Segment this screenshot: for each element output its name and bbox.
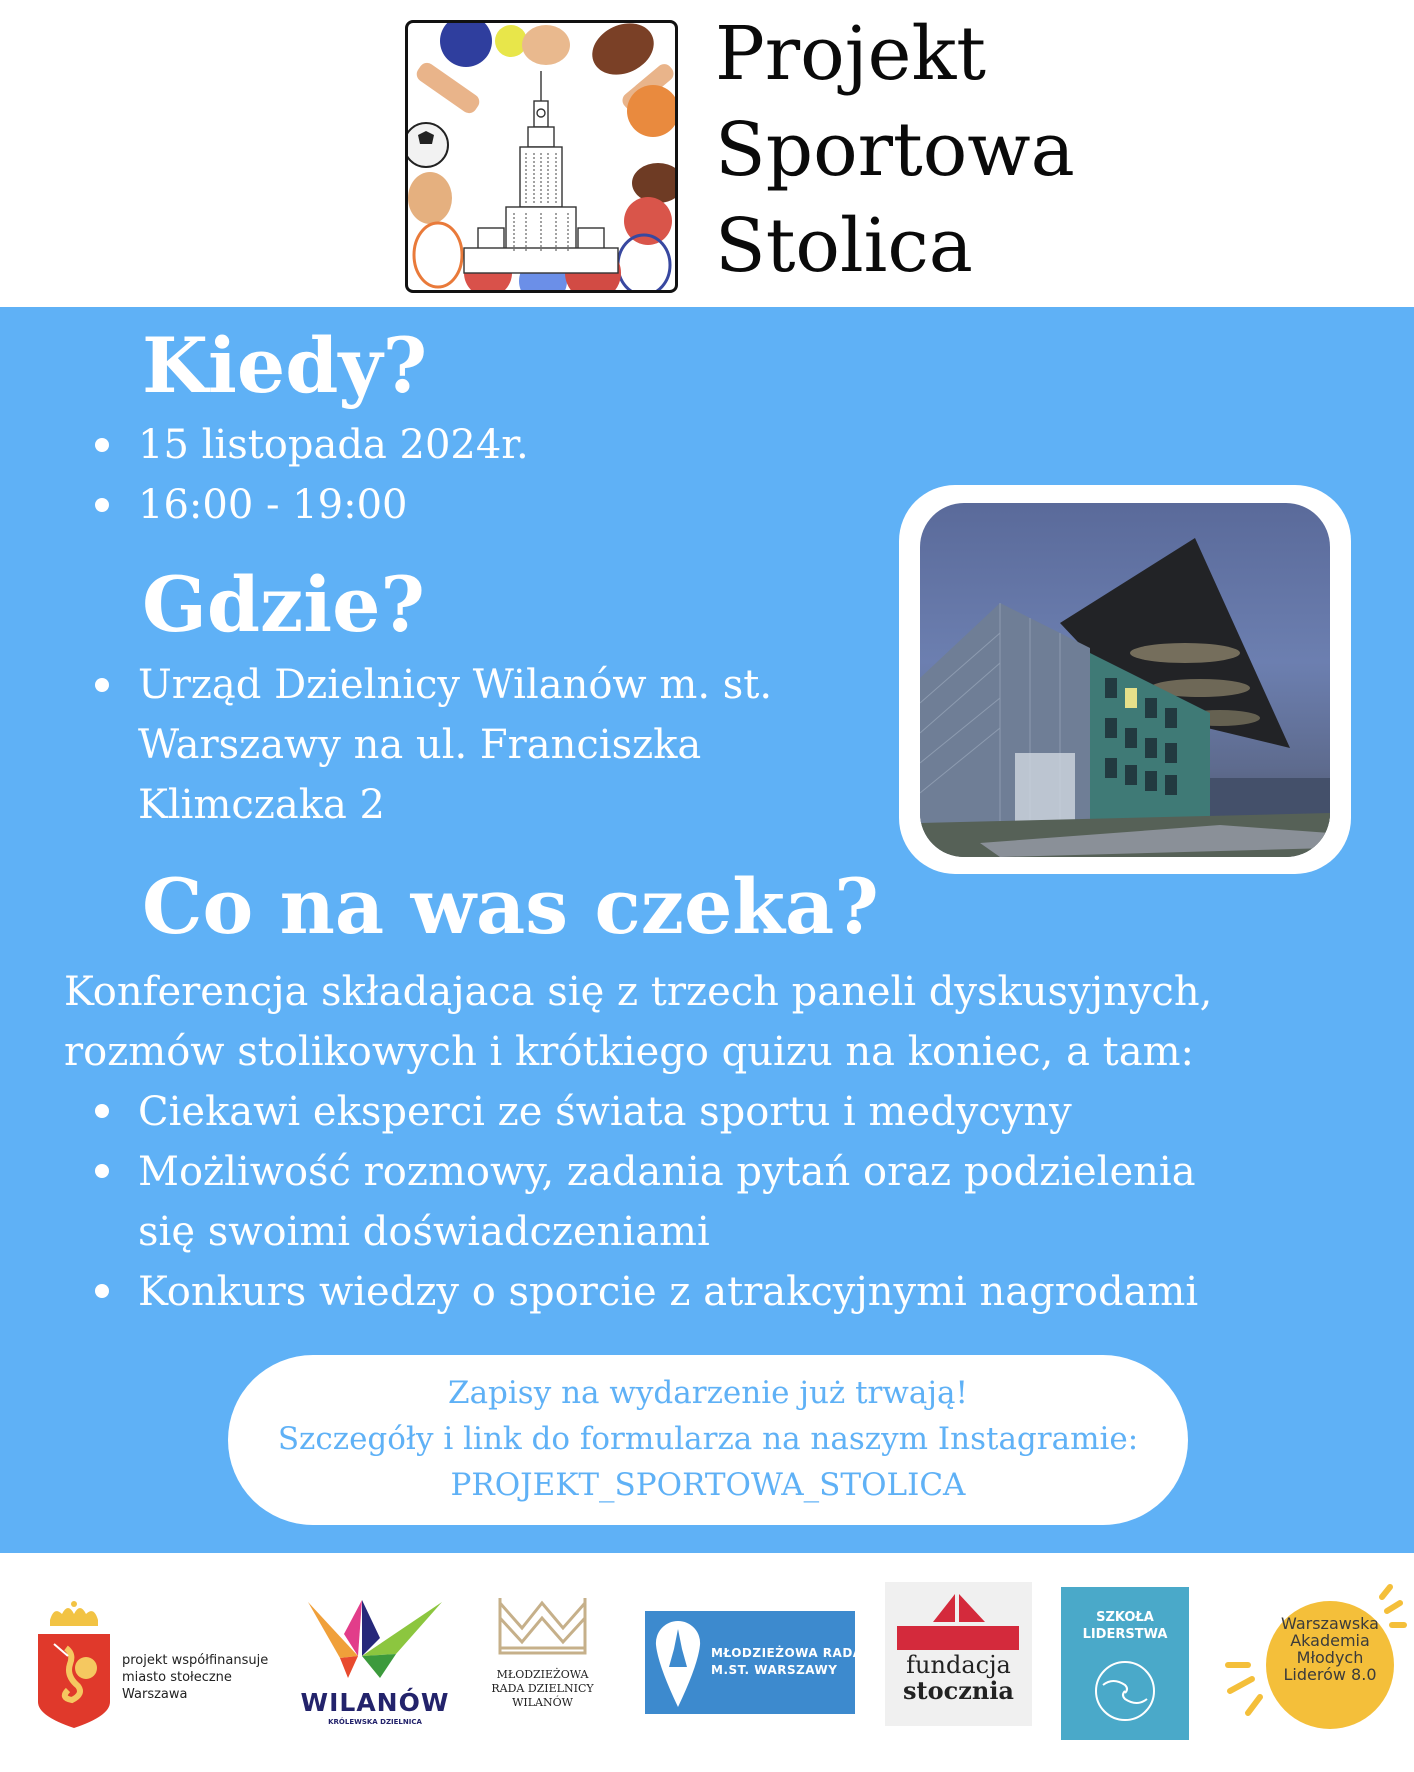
bullet-icon xyxy=(95,1104,109,1118)
mrw-logo xyxy=(645,1611,863,1714)
warsaw-logo xyxy=(36,1598,286,1728)
palace-sports-logo-icon xyxy=(408,23,675,290)
signup-line-1: Zapisy na wydarzenie już trwają! xyxy=(448,1375,968,1411)
warsaw-line-2: miasto stołeczne xyxy=(122,1670,232,1685)
venue-photo-frame xyxy=(899,485,1351,874)
szkola-liderstwa-logo xyxy=(1061,1587,1189,1740)
instagram-handle[interactable]: PROJEKT_SPORTOWA_STOLICA xyxy=(450,1467,966,1503)
bullet-icon xyxy=(95,498,109,512)
title-line-1: Projekt xyxy=(715,11,987,97)
title-line-2: Sportowa xyxy=(715,107,1075,193)
wilanow-logo xyxy=(300,1598,450,1728)
what-intro-line-2: rozmów stolikowych i krótkiego quizu na koniec, a tam: xyxy=(64,1029,1194,1075)
bullet-icon xyxy=(95,438,109,452)
when-time: 16:00 - 19:00 xyxy=(138,482,408,528)
waml-line-3: Młodych xyxy=(1296,1648,1364,1667)
waml-line-2: Akademia xyxy=(1290,1631,1370,1650)
signup-callout xyxy=(228,1355,1188,1525)
bullet-icon xyxy=(95,1284,109,1298)
poster-title xyxy=(715,6,1075,294)
what-item-1: Ciekawi eksperci ze świata sportu i medycyny xyxy=(138,1089,1072,1135)
what-item-2-line-1: Możliwość rozmowy, zadania pytań oraz podzielenia xyxy=(138,1149,1196,1195)
mrw-line-1: MŁODZIEŻOWA RADA xyxy=(711,1646,863,1660)
what-intro-line-1: Konferencja składajaca się z trzech paneli dyskusyjnych, xyxy=(64,969,1213,1015)
mrdw-logo xyxy=(470,1598,615,1728)
mrdw-line-2: RADA DZIELNICY xyxy=(491,1682,594,1695)
location-pin-icon xyxy=(653,1619,703,1709)
stocznia-sail-icon xyxy=(885,1582,1032,1652)
warsaw-crest-icon xyxy=(36,1598,112,1728)
szkola-line-1: SZKOŁA xyxy=(1096,1610,1154,1625)
event-details-panel xyxy=(0,307,1414,1553)
mrdw-line-1: MŁODZIEŻOWA xyxy=(496,1668,589,1681)
project-logo xyxy=(405,20,678,293)
mrw-line-2: M.ST. WARSZAWY xyxy=(711,1663,838,1677)
when-date: 15 listopada 2024r. xyxy=(138,422,529,468)
mrdw-line-3: WILANÓW xyxy=(512,1696,573,1709)
stocznia-line-2: stocznia xyxy=(903,1676,1014,1705)
building-photo-icon xyxy=(920,503,1330,857)
when-heading: Kiedy? xyxy=(142,321,428,410)
stocznia-logo xyxy=(885,1582,1032,1726)
sponsor-logos xyxy=(0,1553,1414,1772)
wilanow-subtitle: KRÓLEWSKA DZIELNICA xyxy=(328,1718,422,1726)
helping-hands-icon xyxy=(1093,1659,1157,1723)
bullet-icon xyxy=(95,678,109,692)
waml-line-4: Liderów 8.0 xyxy=(1283,1665,1377,1684)
waml-line-1: Warszawska xyxy=(1281,1614,1379,1633)
szkola-line-2: LIDERSTWA xyxy=(1082,1627,1168,1642)
where-line-2: Warszawy na ul. Franciszka xyxy=(138,722,702,768)
what-item-2-line-2: się swoimi doświadczeniami xyxy=(138,1209,710,1255)
where-line-3: Klimczaka 2 xyxy=(138,782,385,828)
stocznia-line-1: fundacja xyxy=(906,1651,1011,1679)
poster-header xyxy=(0,0,1414,307)
where-line-1: Urząd Dzielnicy Wilanów m. st. xyxy=(138,662,773,708)
warsaw-line-3: Warszawa xyxy=(122,1687,188,1702)
bullet-icon xyxy=(95,1164,109,1178)
what-heading: Co na was czeka? xyxy=(142,862,879,951)
wilanow-w-icon xyxy=(300,1598,450,1683)
wilanow-name: WILANÓW xyxy=(300,1688,450,1717)
signup-line-2: Szczegóły i link do formularza na naszym Instagramie: xyxy=(277,1421,1139,1457)
crown-icon xyxy=(470,1598,615,1658)
what-item-3: Konkurs wiedzy o sporcie z atrakcyjnymi nagrodami xyxy=(138,1269,1199,1315)
venue-photo xyxy=(920,503,1330,857)
title-line-3: Stolica xyxy=(715,203,973,289)
waml-logo xyxy=(1222,1583,1408,1743)
where-heading: Gdzie? xyxy=(142,560,425,649)
warsaw-line-1: projekt współfinansuje xyxy=(122,1653,269,1668)
